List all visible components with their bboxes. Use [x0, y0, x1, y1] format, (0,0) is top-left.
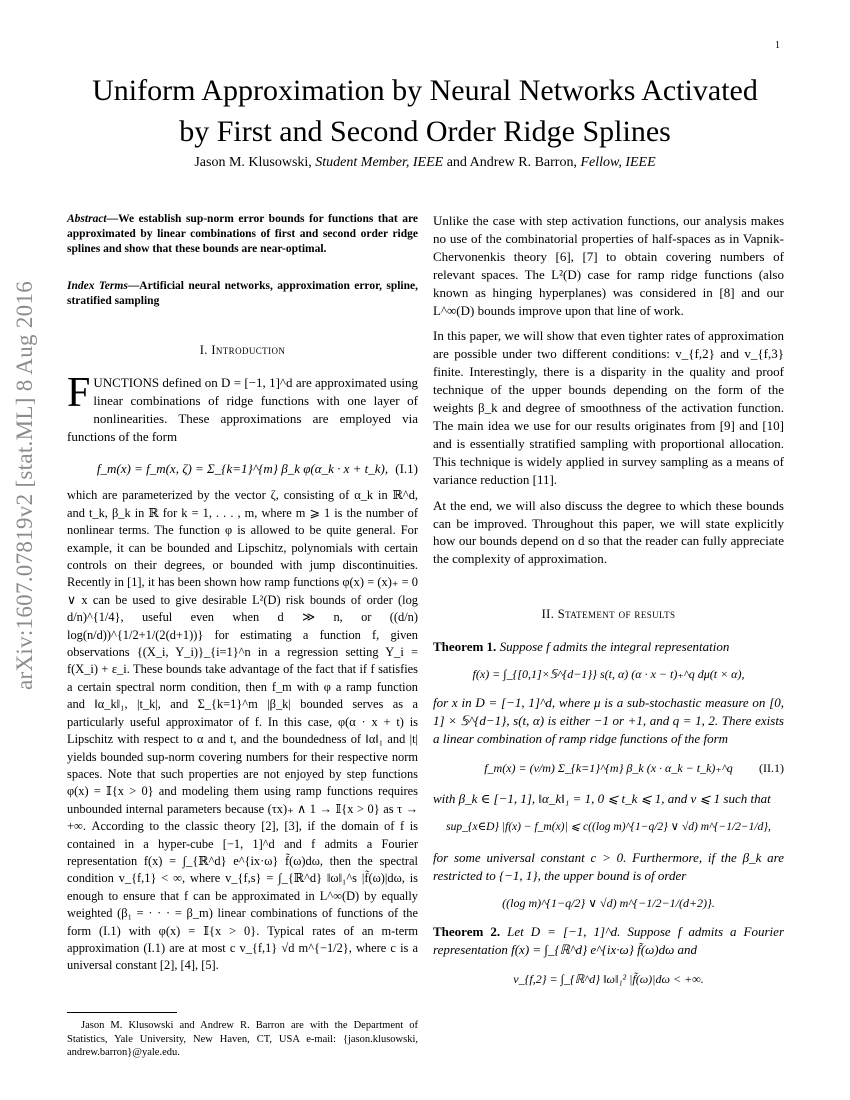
equation-I1 — [67, 460, 418, 478]
equation-I1-label: (I.1) — [395, 460, 418, 476]
index-terms-label: Index Terms — [67, 280, 128, 293]
intro-paragraph-1 — [67, 369, 418, 446]
right-column — [433, 212, 784, 1001]
theorem-1 — [433, 638, 784, 656]
drop-cap: F — [67, 369, 91, 416]
theorem-1-body-text: for x in D = [−1, 1]^d, where μ is a sub-stochastic measure on [0, 1] × 𝕊^{d−1}, s(t, α) is either −1 or +1, and q = 1, 2. There exists a linear combination of ramp ridge functions of the form — [433, 694, 784, 746]
author-1-role: Student Member, IEEE — [315, 155, 444, 170]
abstract-label: Abstract — [67, 213, 107, 225]
index-terms — [67, 279, 418, 309]
section-heading-results: II. Statement of results — [541, 607, 676, 622]
theorem-2-body: Let D = [−1, 1]^d. Suppose f admits a Fourier representation f(x) = ∫_{ℝ^d} e^{ix·ω} f̃(ω)dω and — [433, 924, 785, 957]
theorem-1-continuation — [433, 849, 784, 885]
footnote: Jason M. Klusowski and Andrew R. Barron are with the Department of Statistics, Yale University, New Haven, CT, USA e-mail: {jason.klusowski, andrew.barron}@yale.edu. — [67, 1020, 418, 1058]
section-heading-introduction: I. Introduction — [199, 342, 286, 357]
right-paragraph-2: In this paper, we will show that even tighter rates of approximation are possible under two different conditions: v_{f,2} and v_{f,3} finite. Interestingly, there is a disparity in the quality and proof technique of the upper bounds depending on the form of the weights β_k and degree of smoothness of the activation function. The main idea we use for our results originates from [9] and [10] and is essentially stratified sampling with proportional allocation. This technique is widely applied in survey sampling as a means of variance reduction [11]. — [433, 328, 784, 487]
left-column — [67, 212, 418, 975]
footnote-rule — [67, 1012, 177, 1013]
abstract — [67, 212, 418, 256]
equation-II1-label: (II.1) — [759, 760, 784, 775]
author-2: and Andrew R. Barron, — [446, 155, 577, 170]
equation-theorem-1: f(x) = ∫_{[0,1]×𝕊^{d−1}} s(t, α) (α · x − t)₊^q dμ(t × α), — [472, 667, 745, 682]
equation-II1 — [433, 760, 784, 778]
theorem-1-body — [433, 694, 784, 748]
intro-paragraph-2: which are parameterized by the vector ζ, consisting of α_k in ℝ^d, and t_k, β_k in ℝ for k = 1, . . . , m, where m ⩾ 1 is the number of nonlinear terms. The function φ is allowed to be quite general. For example, it can be bounded and Lipschitz, polynomials with certain controls on their degrees, or bounded with jump discontinuities. Recently in [1], it has been shown how ramp functions φ(x) = (x)₊ = 0 ∨ x can be used to give desirable L²(D) risk bounds of order (log d/n)^{1/4}, useful even when d ≫ n, or ((d/n) log(n/d))^{1/2+1/(2(d+1))} for estimating a function f, given observations {(X_i, Y_i)}_{i=1}^n in a regression setting Y_i = f(X_i) + ε_i. These bounds take advantage of the fact that if f satisfies a certain spectral norm condition, then f_m with φ a ramp function and ‖α_k‖₁, |t_k|, and Σ_{k=1}^m |β_k| bounded serves as a particularly useful approximator of f. In this case, φ(α · x + t) is Lipschitz with respect to α and t, and the boundedness of ‖α‖₁ and |t| yields bounded sup-norm covering numbers for their respective norm spaces. Note that such properties are not enjoyed by step functions φ(x) = 𝕀{x > 0} and modeling them using ramp functions requires unbounded internal parameters because (τx)₊ ∧ 1 → 𝕀{x > 0} as τ → +∞. According to the classic theory [2], [3], if the domain of f is contained in a hyper-cube [−1, 1]^d and f admits a Fourier representation f(x) = ∫_{ℝ^d} e^{ix·ω} f̃(ω)dω, then the spectral condition v_{f,1} < ∞, where v_{f,s} = ∫_{ℝ^d} ‖ω‖₁^s |f̃(ω)|dω, is enough to ensure that f can be approximated in L^∞(D) by equally weighted (β₁ = · · · = β_m) linear combinations of functions of the form (I.1) with φ(x) = 𝕀{x > 0}. Typical rates of an m-term approximation (I.1) are at most c v_{f,1} √d m^{−1/2}, where c is a universal constant [2], [4], [5]. — [67, 488, 418, 973]
intro-p1-text: UNCTIONS defined on D = [−1, 1]^d are approximated using linear combinations of ridge functions with one layer of nonlinearities. These approximations are employed via functions of the form — [67, 374, 418, 444]
author-1: Jason M. Klusowski, — [194, 155, 312, 170]
footnote-area — [67, 1012, 418, 1060]
theorem-2 — [433, 923, 784, 959]
equation-theorem-2: v_{f,2} = ∫_{ℝ^d} ‖ω‖₁² |f̃(ω)|dω < +∞. — [513, 971, 704, 986]
arxiv-stamp: arXiv:1607.07819v2 [stat.ML] 8 Aug 2016 — [12, 280, 37, 690]
index-terms-text: —Artificial neural networks, approximation error, spline, stratified sampling — [67, 280, 418, 308]
author-2-role: Fellow, IEEE — [580, 155, 656, 170]
theorem-2-label: Theorem 2. — [433, 924, 501, 940]
equation-order: ((log m)^{1−q/2} ∨ √d) m^{−1/2−1/(d+2)}. — [502, 896, 715, 911]
author-line — [0, 155, 850, 171]
theorem-1-condition-text: with β_k ∈ [−1, 1], ‖α_k‖₁ = 1, 0 ⩽ t_k ⩽ 1, and v ⩽ 1 such that — [433, 790, 771, 806]
paper-title: Uniform Approximation by Neural Networks Activated by First and Second Order Ridge Splines — [92, 74, 758, 148]
right-paragraph-3: At the end, we will also discuss the degree to which these bounds can be improved. Throughout this paper, we will state explicitly how our bounds depend on d so that the reader can fully appreciate the complexity of approximation. — [433, 497, 784, 567]
theorem-1-condition — [433, 790, 784, 808]
abstract-text: —We establish sup-norm error bounds for functions that are approximated by linear combinations of first and second order ridge splines and show that these bounds are near-optimal. — [67, 213, 418, 255]
theorem-1-continuation-text: for some universal constant c > 0. Furthermore, if the β_k are restricted to {−1, 1}, the upper bound is of order — [433, 850, 784, 884]
equation-I1-body: f_m(x) = f_m(x, ζ) = Σ_{k=1}^{m} β_k φ(α_k · x + t_k), — [96, 460, 389, 476]
equation-II1-body: f_m(x) = (v/m) Σ_{k=1}^{m} β_k (x · α_k − t_k)₊^q — [484, 760, 733, 775]
theorem-1-label: Theorem 1. — [433, 639, 497, 655]
page-number: 1 — [775, 40, 780, 51]
right-paragraph-1: Unlike the case with step activation functions, our analysis makes no use of the combinatorial properties of half-spaces as in Vapnik-Chervonenkis theory [6], [7] to obtain covering numbers of relevant spaces. The L²(D) case for ramp ridge functions (also known as hinging hyperplanes) was considered in [8] and our L^∞(D) bounds improve upon that line of work. — [433, 213, 784, 318]
equation-sup-bound: sup_{x∈D} |f(x) − f_m(x)| ⩽ c((log m)^{1−q/2} ∨ √d) m^{−1/2−1/d}, — [446, 821, 771, 834]
theorem-1-intro: Suppose f admits the integral representation — [499, 639, 730, 655]
